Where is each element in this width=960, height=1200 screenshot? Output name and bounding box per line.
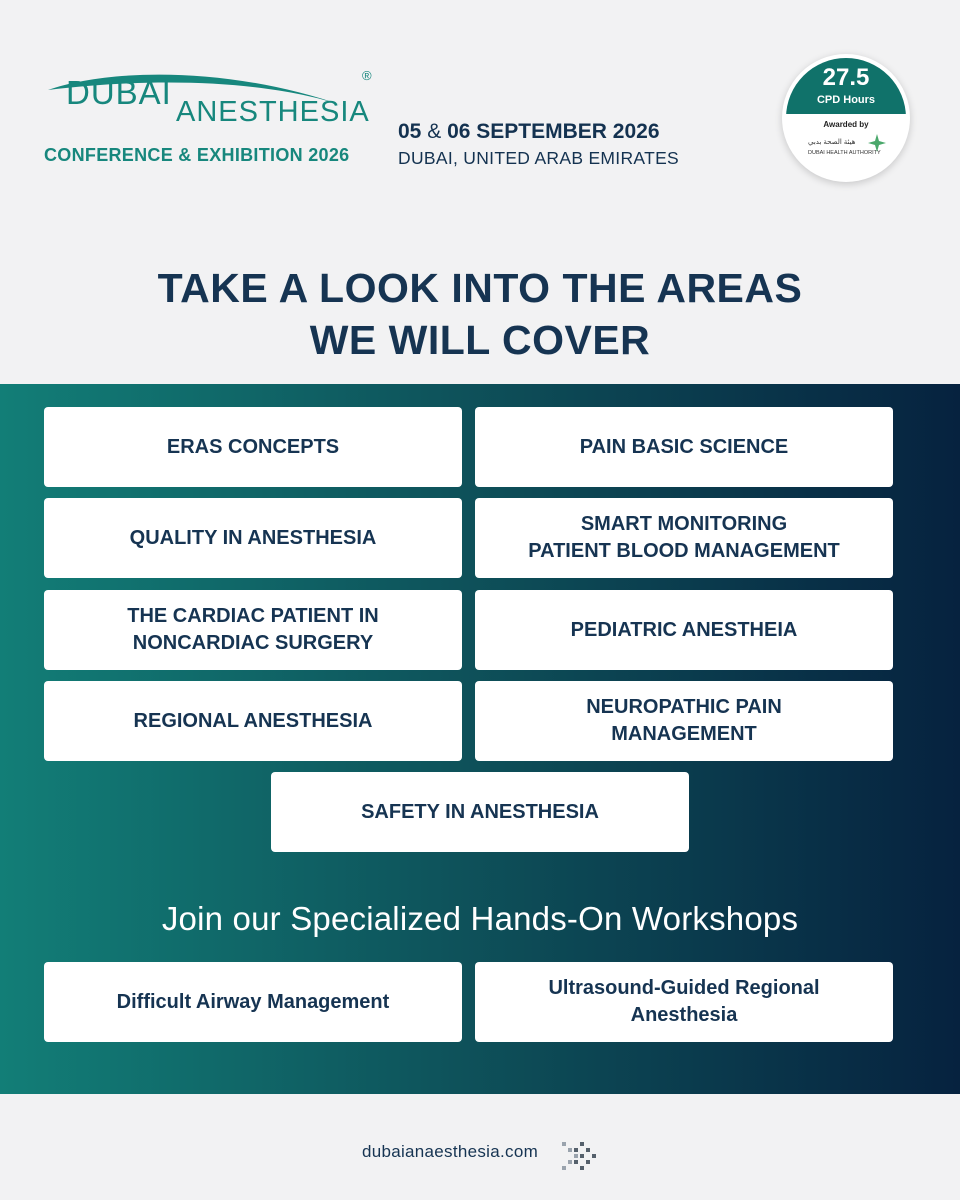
- event-day2: 06 SEPTEMBER 2026: [447, 120, 660, 143]
- topic-card-safety-in-anesthesia: SAFETY IN ANESTHESIA: [271, 772, 689, 852]
- badge-authority-arabic: هيئة الصحة بدبي: [808, 139, 856, 146]
- topic-card-smart-monitoring: SMART MONITORING PATIENT BLOOD MANAGEMENT: [475, 498, 893, 578]
- dha-logo-icon: [866, 132, 888, 154]
- topic-card-pediatric-anesthesia: PEDIATRIC ANESTHEIA: [475, 590, 893, 670]
- header: [0, 0, 960, 250]
- topic-card-cardiac-patient: THE CARDIAC PATIENT IN NONCARDIAC SURGERY: [44, 590, 462, 670]
- headline-line2: WE WILL COVER: [309, 317, 651, 363]
- badge-inner: [786, 58, 906, 178]
- topic-card-eras-concepts: ERAS CONCEPTS: [44, 407, 462, 487]
- logo-anesthesia-text: ANESTHESIA: [176, 96, 370, 128]
- event-info: [398, 120, 679, 169]
- event-day1: 05: [398, 120, 422, 143]
- headline-line1: TAKE A LOOK INTO THE AREAS: [157, 265, 803, 311]
- badge-authority-english: DUBAI HEALTH AUTHORITY: [808, 150, 881, 156]
- workshops-title: Join our Specialized Hands-On Workshops: [161, 900, 799, 937]
- registered-mark: ®: [362, 68, 372, 83]
- workshop-card-difficult-airway: Difficult Airway Management: [44, 962, 462, 1042]
- footer-website-link[interactable]: dubaianaesthesia.com: [361, 1142, 539, 1161]
- double-chevron-right-icon: [560, 1138, 610, 1174]
- event-location: DUBAI, UNITED ARAB EMIRATES: [398, 148, 680, 168]
- badge-awarded-by: Awarded by: [823, 120, 869, 129]
- logo-dubai-text: DUBAI: [66, 74, 172, 111]
- badge-hours: 27.5: [822, 64, 870, 91]
- topic-card-pain-basic-science: PAIN BASIC SCIENCE: [475, 407, 893, 487]
- workshop-card-ultrasound-guided: Ultrasound-Guided Regional Anesthesia: [475, 962, 893, 1042]
- conference-subtitle: CONFERENCE & EXHIBITION 2026: [44, 145, 350, 165]
- topic-card-regional-anesthesia: REGIONAL ANESTHESIA: [44, 681, 462, 761]
- event-dates: [398, 120, 679, 144]
- event-amp: &: [427, 120, 442, 143]
- topic-card-neuropathic-pain: NEUROPATHIC PAIN MANAGEMENT: [475, 681, 893, 761]
- topic-card-quality-in-anesthesia: QUALITY IN ANESTHESIA: [44, 498, 462, 578]
- dubai-anesthesia-logo[interactable]: [44, 68, 384, 168]
- badge-unit: CPD Hours: [816, 94, 876, 106]
- page-headline: [0, 262, 960, 366]
- cpd-hours-badge: [782, 54, 910, 182]
